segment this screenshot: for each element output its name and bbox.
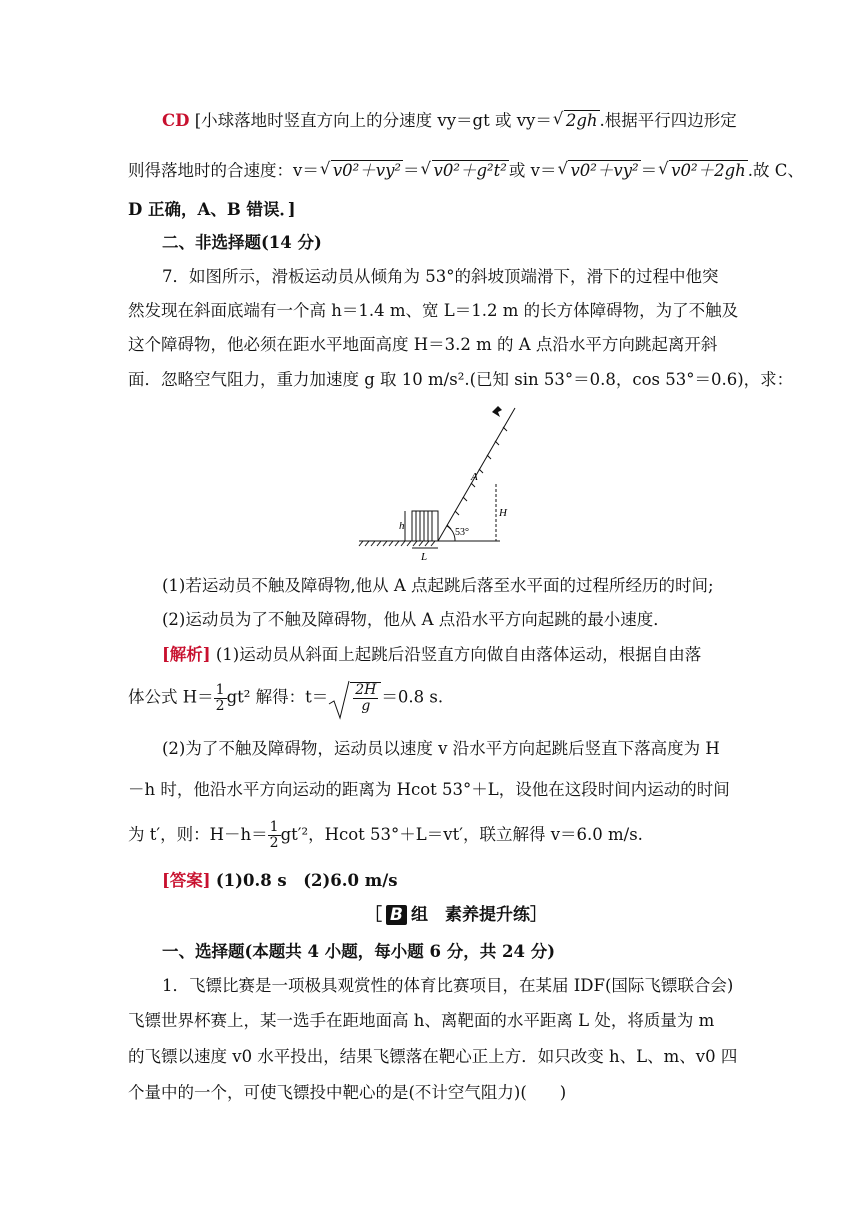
sqrt-r4: √ v0²＋2gh <box>658 159 746 180</box>
answer-line: [答案] (1)0.8 s (2)6.0 m/s <box>162 871 398 890</box>
prev-answer-line-3: D 正确，A、B 错误．] <box>128 200 296 219</box>
answer-tag: [答案] <box>162 871 211 890</box>
obstacle-lines <box>416 511 432 541</box>
q7-line-2: 然发现在斜面底端有一个高 h＝1.4 m、宽 L＝1.2 m 的长方体障碍物，为了不触及 <box>128 301 739 320</box>
section-1-title: 一、选择题(本题共 4 小题，每小题 6 分，共 24 分) <box>162 942 556 961</box>
q1-line-1: 1．飞镖比赛是一项极具观赏性的体育比赛项目，在某届 IDF(国际飞镖联合会) <box>162 976 734 995</box>
label-H: H <box>499 507 507 519</box>
solution-line-3: (2)为了不触及障碍物，运动员以速度 v 沿水平方向起跳后竖直下落高度为 H <box>162 739 720 758</box>
solution-line-2: 体公式 H＝ $\frac{1}{2}$ gt² 解得：t＝ $\frac{2H}{g}$ ＝0.8 s. <box>128 682 443 714</box>
label-A: A <box>471 471 478 483</box>
solution-line-4: －h 时，他沿水平方向运动的距离为 Hcot 53°＋L，设他在这段时间内运动的时间 <box>128 780 730 799</box>
sqrt-r3: √ v0²＋vy² <box>557 159 639 180</box>
sqrt-r1: √ v0²＋vy² <box>319 159 402 180</box>
q7-line-1: 7．如图所示，滑板运动员从倾角为 53°的斜坡顶端滑下，滑下的过程中他突 <box>162 267 719 286</box>
q1-line-2: 飞镖世界杯赛上，某一选手在距地面高 h、离靶面的水平距离 L 处，将质量为 m <box>128 1011 715 1030</box>
q7-sub-2: (2)运动员为了不触及障碍物，他从 A 点沿水平方向起跳的最小速度． <box>162 610 670 629</box>
ground-hatch <box>359 541 435 546</box>
sqrt-r2: √ v0²＋g²t² <box>420 159 507 180</box>
prev-answer-text-1: [小球落地时竖直方向上的分速度 vy＝gt 或 vy＝ <box>194 111 552 130</box>
slope-obstacle-figure <box>355 398 505 563</box>
q7-line-4: 面．忽略空气阻力，重力加速度 g 取 10 m/s².(已知 sin 53°＝0.8，cos 53°＝0.6)，求： <box>128 370 794 389</box>
solution-line-1: [解析] (1)运动员从斜面上起跳后沿竖直方向做自由落体运动，根据自由落 <box>162 645 702 664</box>
prev-answer-label: CD <box>162 111 190 130</box>
b-logo: B <box>386 905 407 925</box>
half-fraction-2: $\frac{1}{2}$ <box>269 819 279 851</box>
q1-line-3: 的飞镖以速度 v0 水平投出，结果飞镖落在靶心正上方．如只改变 h、L、m、v0 四 <box>128 1047 738 1066</box>
half-fraction: $\frac{1}{2}$ <box>215 681 225 714</box>
prev-answer-line-1: CD [小球落地时竖直方向上的分速度 vy＝gt 或 vy＝ √ 2gh .根据平行四边形定 <box>162 109 737 130</box>
q7-sub-1: (1)若运动员不触及障碍物,他从 A 点起跳后落至水平面的过程所经历的时间; <box>162 576 714 595</box>
sqrt-2gh: √ 2gh <box>552 109 598 130</box>
label-h: h <box>399 520 405 532</box>
skier-figure <box>492 406 502 417</box>
prev-answer-line-2: 则得落地时的合速度：v＝ √ v0²＋vy² ＝ √ v0²＋g²t² 或 v＝ √ v0²＋vy² ＝ √ v0²＋2gh .故 C、 <box>128 159 804 180</box>
section-2-title: 二、非选择题(14 分) <box>162 233 322 252</box>
angle-arc <box>447 526 455 541</box>
q1-line-4: 个量中的一个，可使飞镖投中靶心的是(不计空气阻力)( ) <box>128 1083 567 1102</box>
label-angle: 53° <box>455 527 469 538</box>
sqrt-2H-g: $\frac{2H}{g}$ <box>328 682 381 714</box>
label-L: L <box>421 551 428 563</box>
solution-line-5: 为 t′，则：H－h＝ $\frac{1}{2}$ gt′²，Hcot 53°＋L＝vt′，联立解得 v＝6.0 m/s. <box>128 819 643 851</box>
q7-line-3: 这个障碍物，他必须在距水平地面高度 H＝3.2 m 的 A 点沿水平方向跳起离开斜 <box>128 335 718 354</box>
group-b-banner: ［ B 组 素养提升练］ <box>365 905 547 925</box>
solution-tag: [解析] <box>162 645 211 664</box>
